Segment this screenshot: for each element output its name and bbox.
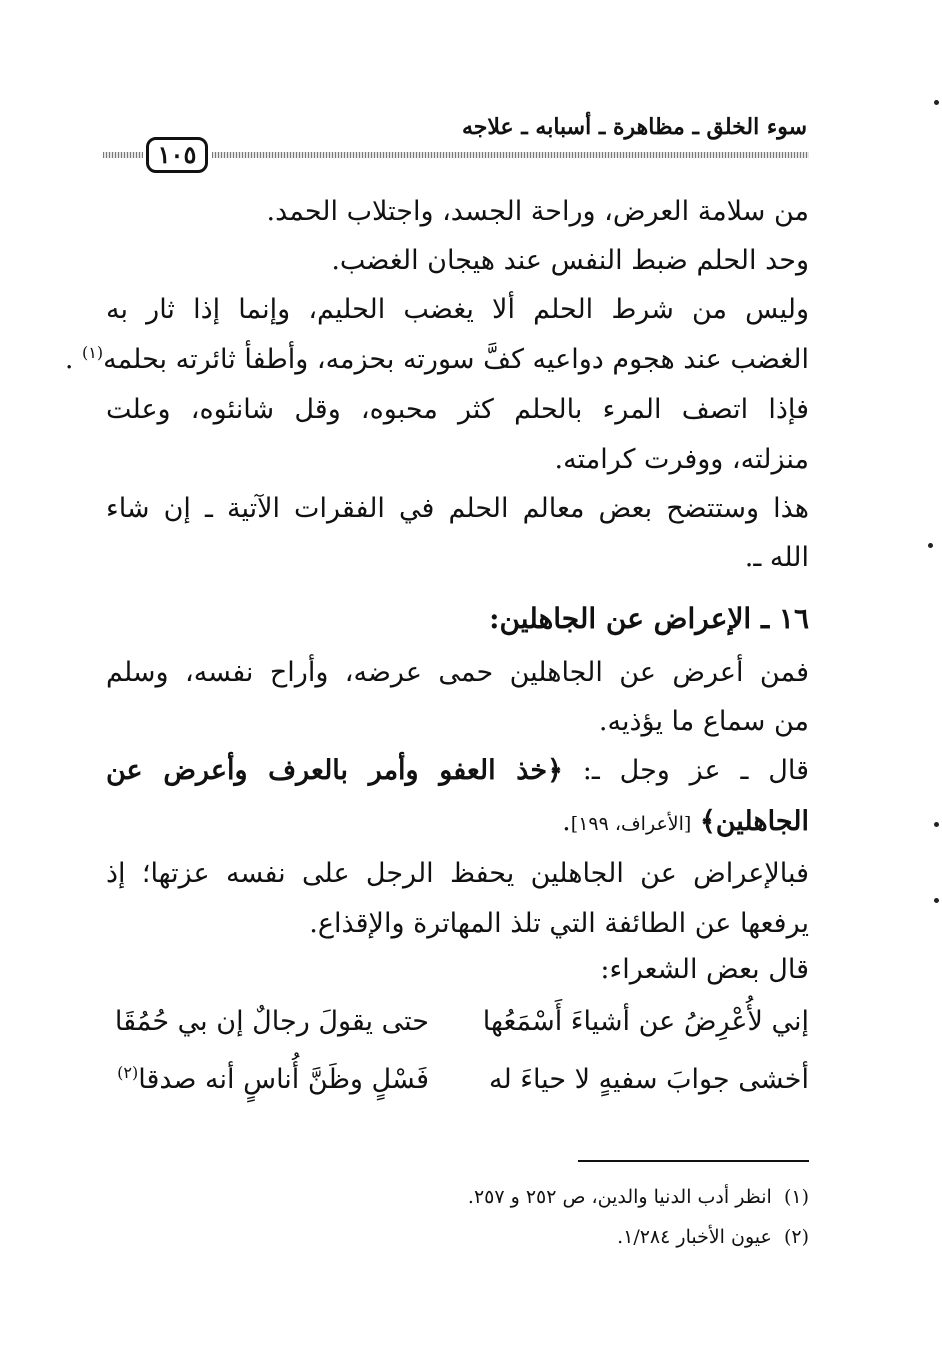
poem-line-2-second: [117, 1058, 429, 1102]
body-line: هذا وستتضح بعض معالم الحلم في الفقرات الآتية ـ إن شاء: [106, 493, 809, 524]
poem-line-1-second: حتى يقولَ رجالٌ إن بي حُمُقَا: [114, 1006, 429, 1037]
page-number: ١٠٥: [146, 137, 208, 173]
body-line: [106, 749, 809, 793]
body-line: من سماع ما يؤذيه.: [598, 706, 809, 737]
scan-speck: [928, 543, 933, 548]
body-line: من سلامة العرض، وراحة الجسد، واجتلاب الحمد.: [266, 196, 809, 227]
body-line: الله ـ.: [744, 542, 809, 573]
verse-reference: [الأعراف، ١٩٩]: [570, 813, 692, 835]
footnote-marker: (١): [82, 343, 104, 362]
footnote-number: (٢): [783, 1226, 809, 1248]
scan-speck: [934, 100, 939, 105]
body-line: قال بعض الشعراء:: [600, 954, 809, 985]
body-line: وليس من شرط الحلم ألا يغضب الحليم، وإنما إذا ثار به: [106, 294, 809, 325]
body-line: [562, 800, 809, 846]
scan-speck: [934, 822, 939, 827]
header-rule-left: [103, 152, 143, 158]
poem-line-2-first: أخشى جوابَ سفيهٍ لا حياءَ له: [488, 1064, 809, 1095]
footnote-separator: [578, 1160, 809, 1162]
body-text: .: [64, 344, 74, 375]
section-heading: ١٦ ـ الإعراض عن الجاهلين:: [489, 602, 809, 635]
header-rule-right: [212, 152, 809, 158]
poem-line-1-first: إني لأُعْرِضُ عن أشياءَ أَسْمَعُها: [482, 1006, 809, 1037]
body-line: فإذا اتصف المرء بالحلم كثر محبوه، وقل شانئوه، وعلت: [106, 394, 809, 425]
body-line: فبالإعراض عن الجاهلين يحفظ الرجل على نفسه عزتها؛ إذ: [106, 858, 809, 889]
body-line: وحد الحلم ضبط النفس عند هيجان الغضب.: [331, 245, 809, 276]
footnote-number: (١): [783, 1186, 809, 1208]
footnote-marker: (٢): [117, 1063, 139, 1082]
body-text: .: [562, 806, 571, 837]
running-title: سوء الخلق ـ مظاهرة ـ أسبابه ـ علاجه: [462, 114, 807, 140]
footnote-text: عيون الأخبار ١/٢٨٤.: [617, 1226, 772, 1248]
poem-text: فَسْلٍ وظَنَّ أُناسٍ أنه صدقا: [138, 1064, 429, 1095]
footnote-text: انظر أدب الدنيا والدين، ص ٢٥٢ و ٢٥٧.: [467, 1186, 772, 1208]
body-text: الغضب عند هجوم دواعيه كفَّ سورته بحزمه، وأطفأ ثائرته بحلمه: [103, 344, 809, 375]
body-line: يرفعها عن الطائفة التي تلذ المهاترة والإقذاع.: [309, 908, 809, 939]
footnote-2: [617, 1222, 809, 1252]
body-line: فمن أعرض عن الجاهلين حمى عرضه، وأراح نفسه، وسلم: [106, 657, 809, 688]
footnote-1: [468, 1182, 809, 1212]
body-line: منزلته، ووفرت كرامته.: [554, 444, 809, 475]
quran-verse: ﴿خذ العفو وأمر بالعرف وأعرض عن: [106, 755, 563, 786]
scan-speck: [934, 898, 939, 903]
quran-verse: الجاهلين﴾: [699, 806, 809, 837]
body-text: قال ـ عز وجل ـ:: [582, 755, 809, 786]
body-line: [65, 338, 809, 382]
